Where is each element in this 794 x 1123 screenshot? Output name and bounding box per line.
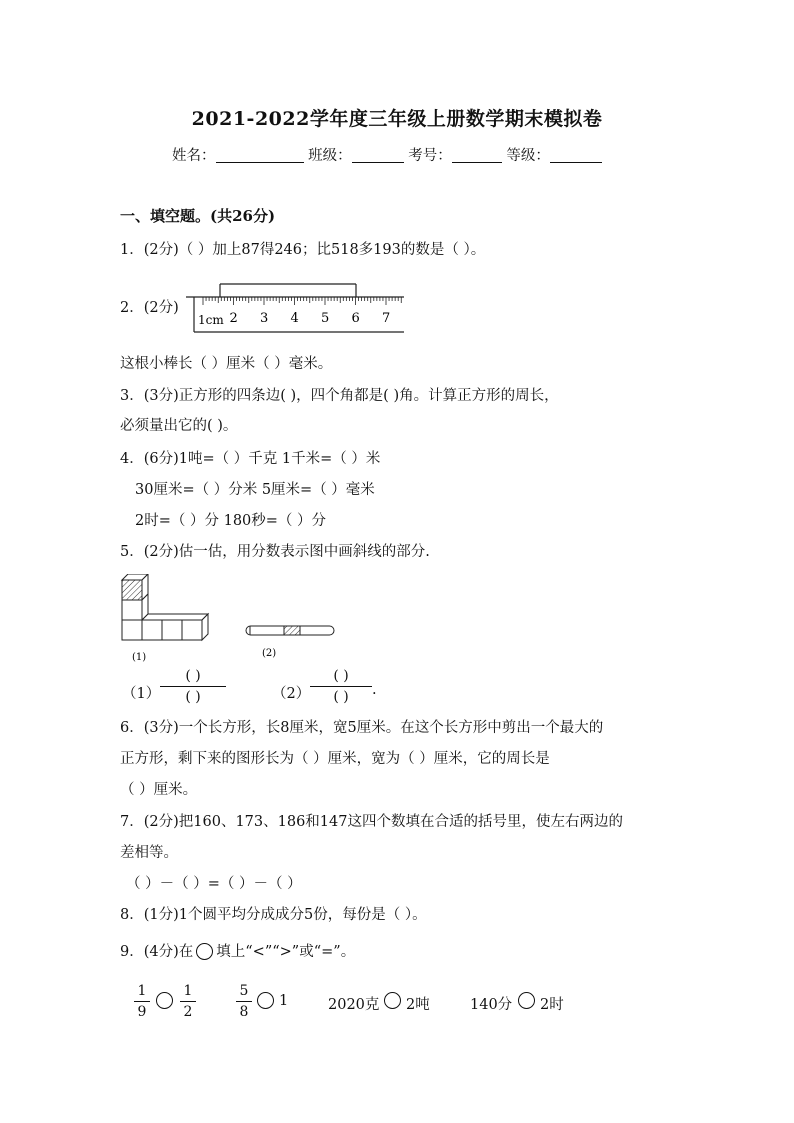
answer-1-numerator[interactable]: ( ) [185, 668, 201, 684]
ruler-ticks [203, 297, 401, 305]
section-heading: 一、填空题。(共26分) [120, 207, 276, 225]
numerator: 1 [183, 983, 193, 999]
fraction-1-2 [180, 982, 196, 1021]
denominator: 9 [137, 1004, 147, 1020]
question-6-line2: 正方形，剩下来的图形长为（ ）厘米，宽为（ ）厘米，它的周长是 [120, 751, 550, 767]
answer-2-label: （2） [272, 686, 311, 702]
question-7-line1: 7．(2分)把160、173、186和147这四个数填在合适的括号里，使左右两边的 [120, 814, 623, 830]
answer-1-denominator[interactable]: ( ) [185, 689, 201, 705]
fraction-5-8 [236, 982, 252, 1021]
question-6-line3: （ ）厘米。 [120, 782, 198, 798]
exam-no-label: 考号： [408, 148, 452, 164]
answer-1-fraction[interactable] [160, 667, 226, 706]
question-4-line3: 2时=（ ）分 180秒=（ ）分 [135, 513, 327, 529]
numerator: 1 [137, 983, 147, 999]
question-4-line2: 30厘米=（ ）分米 5厘米=（ ）毫米 [135, 482, 375, 498]
fraction-bar [160, 686, 226, 687]
question-5-figures [118, 574, 358, 664]
question-9-suffix: 填上“<”“>”或“=”。 [216, 944, 356, 960]
circle-icon [196, 943, 213, 960]
answer-2-fraction[interactable] [310, 667, 372, 706]
figure-2-label: (2) [262, 648, 277, 659]
question-2-answer: 这根小棒长（ ）厘米（ ）毫米。 [120, 356, 333, 372]
student-info-row [172, 144, 602, 165]
ruler-unit-label: 1cm [198, 313, 224, 327]
grade-label: 等级： [506, 148, 550, 164]
answer-end-mark: . [372, 682, 377, 698]
compare-3-right: 2吨 [406, 997, 430, 1013]
numerator: 5 [239, 983, 249, 999]
figure-1-label: (1) [132, 652, 147, 663]
ruler-label: 5 [321, 311, 330, 326]
ruler-label: 2 [229, 311, 238, 326]
question-7-line3: （ ）－（ ）=（ ）－（ ） [126, 876, 302, 892]
compare-circle-4[interactable] [518, 992, 535, 1009]
ruler-figure [186, 270, 404, 336]
denominator: 2 [183, 1004, 193, 1020]
cube-figure [122, 574, 208, 640]
question-9 [120, 940, 355, 961]
compare-circle-1[interactable] [156, 992, 173, 1009]
ruler-label: 7 [382, 311, 391, 326]
question-4-line1: 4．(6分)1吨=（ ）千克 1千米=（ ）米 [120, 451, 381, 467]
question-3-line1: 3．(3分)正方形的四条边( )，四个角都是( )角。计算正方形的周长， [120, 388, 559, 404]
fraction-bar [180, 1001, 196, 1002]
question-7-line2: 差相等。 [120, 845, 178, 861]
fraction-bar [236, 1001, 252, 1002]
rod-figure [246, 626, 334, 635]
question-3-line2: 必须量出它的( )。 [120, 418, 238, 434]
question-8: 8．(1分)1个圆平均分成成分5份，每份是（ ）。 [120, 907, 427, 923]
compare-2-right: 1 [279, 993, 289, 1009]
class-label: 班级： [308, 148, 352, 164]
question-1: 1．(2分)（ ）加上87得246；比518多193的数是（ ）。 [120, 242, 486, 258]
fraction-bar [310, 686, 372, 687]
compare-circle-2[interactable] [257, 992, 274, 1009]
compare-circle-3[interactable] [384, 992, 401, 1009]
answer-2-denominator[interactable]: ( ) [333, 689, 349, 705]
fraction-1-9 [134, 982, 150, 1021]
denominator: 8 [239, 1004, 249, 1020]
page-title: 2021-2022学年度三年级上册数学期末模拟卷 [191, 108, 603, 130]
compare-3-left: 2020克 [328, 997, 380, 1013]
name-field[interactable] [216, 148, 304, 163]
ruler-label: 4 [290, 311, 299, 326]
compare-4-left: 140分 [470, 997, 513, 1013]
ruler-labels [230, 311, 391, 326]
grade-field[interactable] [550, 148, 602, 163]
ruler-label: 6 [351, 311, 360, 326]
answer-2-numerator[interactable]: ( ) [333, 668, 349, 684]
answer-1-label: （1） [122, 686, 161, 702]
compare-4-right: 2时 [540, 997, 564, 1013]
exam-no-field[interactable] [452, 148, 502, 163]
question-2-prefix: 2．(2分) [120, 300, 179, 316]
fraction-bar [134, 1001, 150, 1002]
question-5: 5．(2分)估一估，用分数表示图中画斜线的部分. [120, 544, 430, 560]
ruler-label: 3 [260, 311, 269, 326]
name-label: 姓名： [172, 148, 216, 164]
question-9-prefix: 9．(4分)在 [120, 944, 194, 960]
class-field[interactable] [352, 148, 404, 163]
question-6-line1: 6．(3分)一个长方形，长8厘米，宽5厘米。在这个长方形中剪出一个最大的 [120, 720, 604, 736]
